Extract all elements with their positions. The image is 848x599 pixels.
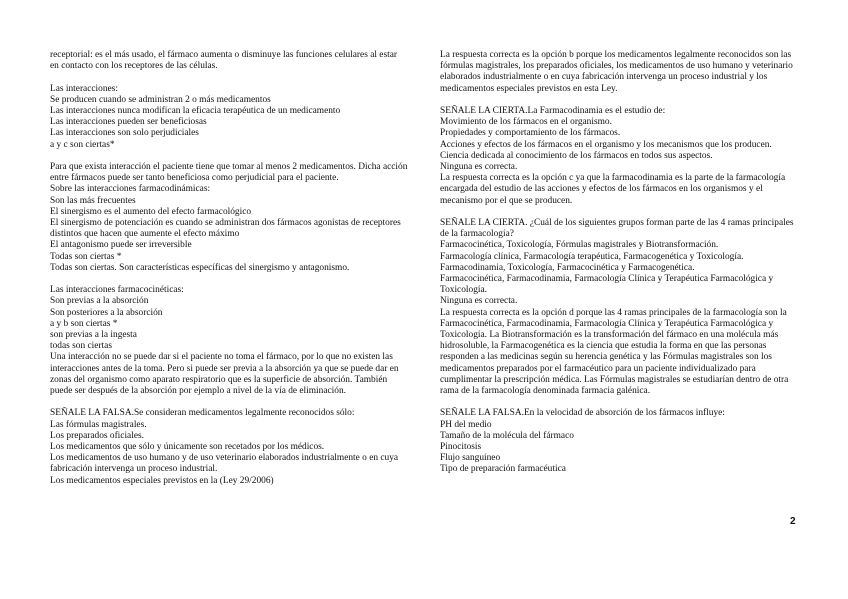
answer-option: Las interacciones son solo perjudiciales	[50, 128, 199, 139]
intro-paragraph: receptorial: es el más usado, el fármaco aumenta o disminuye las funciones celulares al estar en contacto con los receptores de las células.	[50, 50, 397, 72]
answer-option: son previas a la ingesta	[50, 330, 137, 341]
answer-option: Farmacocinética, Farmacodinamia, Farmacología Clínica y Terapéutica Farmacológica y Toxicología.	[440, 274, 774, 296]
question-farmacodinamicas	[50, 184, 408, 274]
answer-option: Tipo de preparación farmacéutica	[440, 464, 566, 475]
answer-option: Farmacología clínica, Farmacología terapéutica, Farmacogenética y Toxicología.	[440, 251, 744, 262]
question-title: SEÑALE LA CIERTA.La Farmacodinamia es el estudio de:	[440, 106, 666, 116]
answer-option: todas son ciertas	[50, 341, 112, 352]
answer-option: Flujo sanguíneo	[440, 453, 501, 464]
question-title: Las interacciones:	[50, 83, 118, 94]
answer-option: Son previas a la absorción	[50, 296, 149, 307]
explanation: Todas son ciertas. Son características específicas del sinergismo y antagonismo.	[50, 262, 350, 273]
answer-option: Farmacocinética, Toxicología, Fórmulas magistrales y Biotransformación.	[440, 240, 719, 251]
answer-option: El antagonismo puede ser irreversible	[50, 240, 192, 251]
explanation: La respuesta correcta es la opción b porque los medicamentos legalmente reconocidos son las fórmulas magistrales, los preparados oficiales, los medicamentos de uso humano y veterinario elaborados industrialmente o en cuya fabricación intervenga un proceso industrial y los medicamentos especiales previstos en esta Ley.	[440, 50, 793, 94]
question-velocidad-absorcion	[440, 408, 802, 475]
answer-option: Tamaño de la molécula del fármaco	[440, 430, 574, 441]
question-legalmente-reconocidos	[50, 408, 408, 486]
answer-option: Ninguna es correcta.	[440, 296, 518, 307]
answer-option: Los medicamentos de uso humano y de uso veterinario elaborados industrialmente o en cuya fabricación intervenga un proceso industrial.	[50, 453, 399, 475]
answer-option: a y b son ciertas *	[50, 318, 118, 329]
left-column	[50, 50, 408, 487]
answer-option: Los medicamentos especiales previstos en la (Ley 29/2006)	[50, 475, 274, 486]
question-title: SEÑALE LA FALSA.En la velocidad de absorción de los fármacos influye:	[440, 408, 725, 419]
answer-option: a y c son ciertas*	[50, 139, 115, 150]
answer-option: Movimiento de los fármacos en el organismo.	[440, 117, 612, 128]
answer-option: Las fórmulas magistrales.	[50, 419, 147, 430]
explanation: La respuesta correcta es la opción d porque las 4 ramas principales de la farmacología son la Farmacocinética, Farmacodinamia, Farmacología Clínica y Terapéutica Farmacológica y Toxicología. La Biotransformación es la transformación del fármaco en una molécula más hidrosoluble, la Farmacogenética es la ciencia que estudia la forma en que las personas responden a las medicinas según su herencia genética y las Fórmulas magistrales son los medicamentos preparados por el farmacéutico para un paciente individualizado para cumplimentar la prescripción médica. Las Fórmulas magistrales se estudiarían dentro de otra rama de la farmacología denominada farmacia galénica.	[440, 307, 789, 397]
answer-option: Acciones y efectos de los fármacos en el organismo y los mecanismos que los producen.	[440, 139, 772, 150]
answer-option: Son las más frecuentes	[50, 195, 136, 206]
question-title: Sobre las interacciones farmacodinámicas:	[50, 184, 211, 195]
answer-option: Pinocitosis	[440, 442, 482, 453]
question-title: Las interacciones farmacocinéticas:	[50, 285, 184, 296]
answer-option: El sinergismo es el aumento del efecto farmacológico	[50, 206, 252, 217]
answer-option: Farmacodinamia, Toxicología, Farmacocinética y Farmacogenética.	[440, 262, 695, 273]
answer-option: PH del medio	[440, 419, 492, 430]
question-farmacodinamia	[440, 106, 802, 207]
explanation: La respuesta correcta es la opción c ya que la farmacodinamia es la parte de la farmacología encargada del estudio de las acciones y efectos de los fármacos en los organismos y el mecanismo por el que se producen.	[440, 173, 786, 206]
answer-option: Ciencia dedicada al conocimiento de los fármacos en todos sus aspectos.	[440, 150, 713, 161]
answer-option: Todas son ciertas *	[50, 251, 122, 262]
answer-option: Los preparados oficiales.	[50, 430, 144, 441]
page-number: 2	[790, 516, 796, 527]
question-farmacocineticas	[50, 285, 408, 397]
answer-option: Son posteriores a la absorción	[50, 307, 163, 318]
answer-option: Ninguna es correcta.	[440, 162, 518, 173]
answer-option: Las interacciones pueden ser beneficiosas	[50, 117, 207, 128]
question-interacciones	[50, 84, 408, 151]
explanation: Una interacción no se puede dar si el paciente no toma el fármaco, por lo que no existen las interacciones antes de la toma. Pero si puede ser previa a la absorción ya que se puede dar en zonas del organismo como aparato respiratorio que es la superficie de absorción. También puede ser después de la absorción por ejemplo a nivel de la vía de eliminación.	[50, 352, 399, 397]
question-title: SEÑALE LA CIERTA. ¿Cuál de los siguientes grupos forman parte de las 4 ramas principales de la farmacología?	[440, 218, 794, 240]
answer-option: Propiedades y comportamiento de los fármacos.	[440, 128, 621, 139]
right-column	[440, 50, 802, 476]
answer-option: Los medicamentos que sólo y únicamente son recetados por los médicos.	[50, 442, 325, 453]
answer-option: El sinergismo de potenciación es cuando se administran dos fármacos agonistas de receptores distintos que hacen que aumente el efecto máximo	[50, 218, 401, 240]
explanation: Para que exista interacción el paciente tiene que tomar al menos 2 medicamentos. Dicha acción entre fármacos puede ser tanto beneficiosa como perjudicial para el paciente.	[50, 162, 408, 184]
answer-option: Se producen cuando se administran 2 o más medicamentos	[50, 94, 271, 105]
answer-option: Las interacciones nunca modifican la eficacia terapéutica de un medicamento	[50, 106, 341, 116]
question-ramas-farmacologia	[440, 218, 802, 397]
question-title: SEÑALE LA FALSA.Se consideran medicamentos legalmente reconocidos sólo:	[50, 408, 355, 419]
